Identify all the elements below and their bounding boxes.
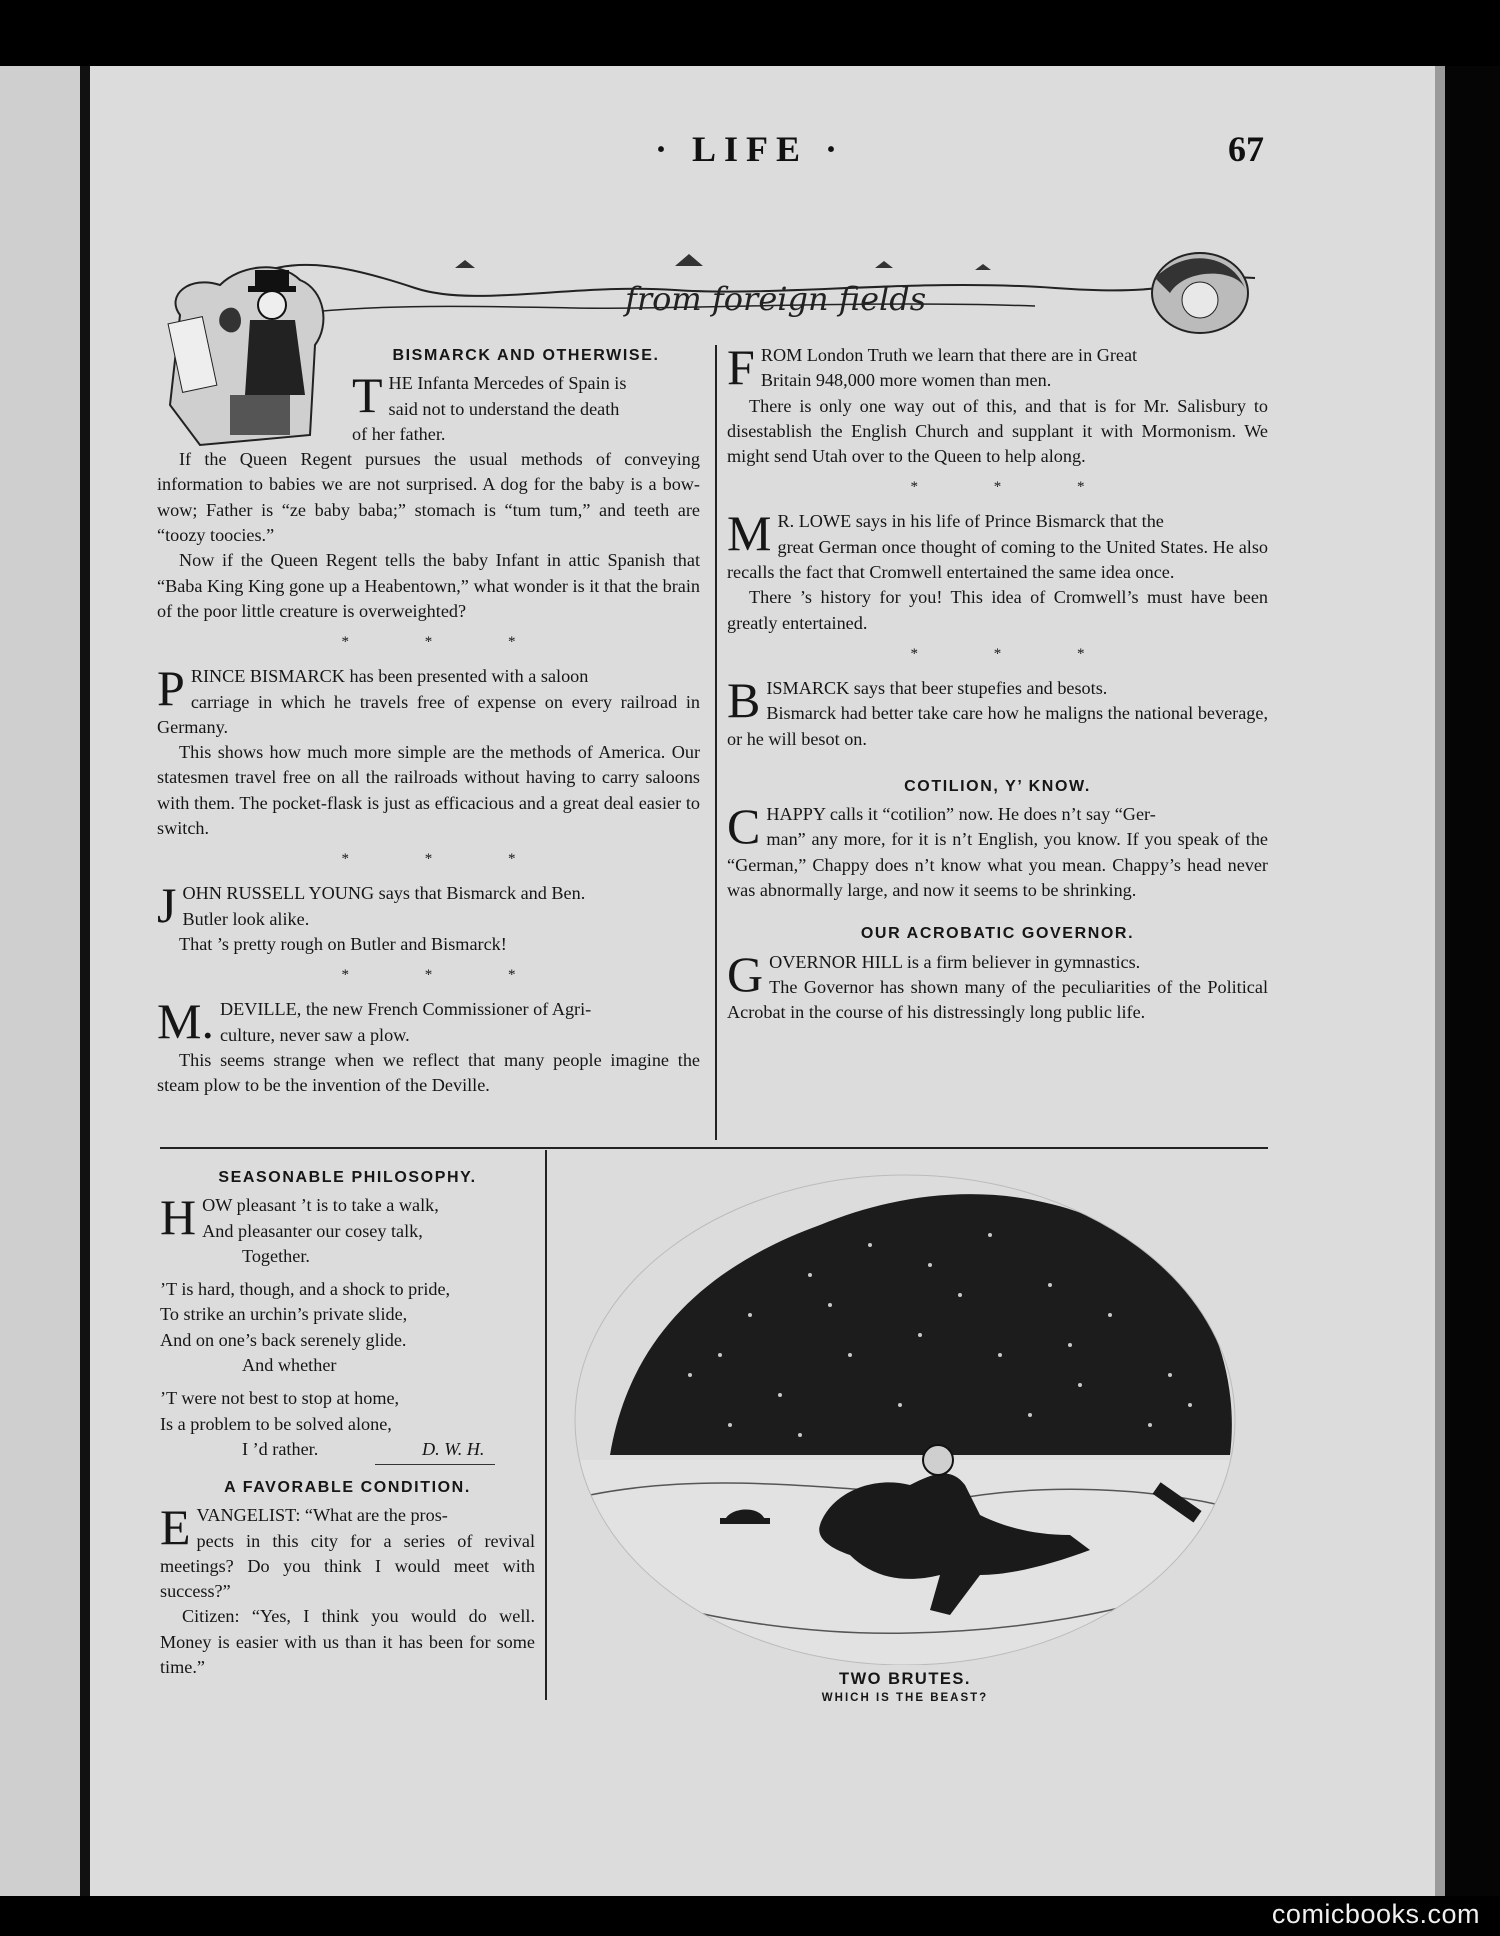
dropcap: H: [160, 1189, 197, 1246]
text-block: great German once thought of coming to the United States. He also recalls the fact that Cromwell entertained the same idea once.: [727, 536, 1268, 583]
poem-line: OW pleasant ’t is to take a walk,: [202, 1195, 439, 1216]
text-block: culture, never saw a plow.: [219, 1024, 410, 1045]
section-separator: * * *: [910, 479, 1121, 496]
poem-final-line: [160, 1437, 535, 1462]
right-section3: [727, 671, 1268, 752]
text-block: carriage in which he travels free of expense on every railroad in Germany.: [157, 691, 700, 737]
text-block: man” any more, for it is n’t English, you know. If you speak of the “German,” Chappy does n’t know what you mean. Chappy’s head never was abnormally large, and now it seems to be shrinking.: [727, 829, 1268, 901]
text-line: RINCE BISMARCK has been presented with a saloon: [190, 666, 589, 687]
column-divider: [715, 345, 717, 1140]
right-column: [727, 339, 1268, 1026]
heading-bismarck-and-otherwise: BISMARCK AND OTHERWISE.: [392, 347, 660, 364]
banner-script-text: from foreign fields: [625, 280, 927, 318]
caption-title: TWO BRUTES.: [839, 1670, 971, 1688]
dropcap: M.: [157, 993, 214, 1050]
left-section4: [157, 993, 700, 1050]
two-brutes-illustration: [570, 1155, 1240, 1665]
favorable-condition-lead: [160, 1499, 535, 1604]
bottom-left-column: [160, 1165, 535, 1680]
horizontal-divider: [160, 1147, 1268, 1149]
poem-line: Together.: [242, 1245, 310, 1266]
poem-line: And on one’s back serenely glide.: [160, 1329, 407, 1350]
dropcap: M: [727, 505, 772, 562]
scan-background: [1445, 66, 1500, 1896]
text-block: pects in this city for a series of revival meetings? Do you think I would meet with success?”: [160, 1530, 535, 1602]
text-block: Bismarck had better take care how he maligns the national beverage, or he will besot on.: [727, 703, 1268, 749]
signature-rule: [375, 1464, 495, 1465]
paragraph: This shows how much more simple are the methods of America. Our statesmen travel free on all the railroads without having to carry saloons with them. The pocket-flask is just as efficacious and a great deal easier to switch.: [157, 742, 700, 839]
illustration-caption: [570, 1670, 1240, 1704]
text-line: OVERNOR HILL is a firm believer in gymnastics.: [769, 951, 1141, 972]
previous-page-edge: [0, 66, 80, 1896]
text-line: R. LOWE says in his life of Prince Bismarck that the: [777, 511, 1164, 532]
heading-seasonable-philosophy: SEASONABLE PHILOSOPHY.: [218, 1169, 477, 1186]
paragraph: That ’s pretty rough on Butler and Bismarck!: [179, 933, 507, 954]
section-separator: * * *: [910, 645, 1121, 662]
right-section2: [727, 505, 1268, 585]
masthead-title: · LIFE ·: [654, 129, 846, 169]
dropcap: F: [727, 339, 755, 395]
text-block: The Governor has shown many of the peculiarities of the Political Acrobat in the course of his distressingly long public life.: [727, 976, 1268, 1023]
text-line: OHN RUSSELL YOUNG says that Bismarck and Ben.: [182, 883, 586, 904]
heading-cotilion: COTILION, Y’ KNOW.: [904, 777, 1091, 795]
section-separator: * * *: [341, 851, 552, 868]
bottom-column-divider: [545, 1150, 547, 1700]
text-line: HAPPY calls it “cotilion” now. He does n’t say “Ger-: [766, 804, 1156, 825]
paragraph: There is only one way out of this, and that is for Mr. Salisbury to disestablish the English Church and supplant it with Mormonism. We might send Utah over to the Queen to help along.: [727, 395, 1268, 467]
poem-line: ’T were not best to stop at home,: [160, 1388, 400, 1409]
page-number: 67: [1228, 129, 1264, 169]
text-block: Butler look alike.: [182, 908, 310, 929]
text-line: VANGELIST: “What are the pros-: [196, 1505, 448, 1526]
right-section1: [727, 339, 1268, 395]
section-separator: * * *: [341, 967, 552, 984]
paragraph: Citizen: “Yes, I think you would do well. Money is easier with us than it has been for some time.”: [160, 1606, 535, 1678]
paragraph: If the Queen Regent pursues the usual methods of conveying information to babies we are not surprised. A dog for the baby is a bow-wow; Father is “ze baby baba;” stomach is “tum tum,” and teeth are “toozy toocies.”: [157, 449, 700, 546]
poem-line: Is a problem to be solved alone,: [160, 1413, 392, 1434]
dropcap: P: [157, 660, 185, 717]
right-section5: [727, 945, 1268, 1026]
poem-lead: [160, 1189, 535, 1246]
left-column: [157, 343, 700, 1098]
caption-subtitle: WHICH IS THE BEAST?: [821, 1692, 989, 1704]
poem: [160, 1189, 535, 1462]
dropcap: C: [727, 798, 761, 855]
poem-line: I ’d rather.: [242, 1438, 319, 1459]
poem-signature: D. W. H.: [422, 1438, 485, 1459]
binding-gutter: [80, 66, 90, 1896]
poem-line: ’T is hard, though, and a shock to pride,: [160, 1279, 451, 1300]
dropcap: J: [157, 877, 177, 934]
page-edge: [1435, 66, 1445, 1896]
dropcap: T: [352, 367, 383, 424]
poem-line: To strike an urchin’s private slide,: [160, 1304, 408, 1325]
text-line: said not to understand the death: [388, 398, 620, 419]
left-section2: [157, 660, 700, 740]
poem-line: And pleasanter our cosey talk,: [202, 1220, 423, 1241]
text-line: of her father.: [352, 423, 446, 444]
text-line: HE Infanta Mercedes of Spain is: [388, 373, 627, 394]
dropcap: G: [727, 945, 764, 1002]
right-section4: [727, 798, 1268, 903]
text-line: DEVILLE, the new French Commissioner of Agri-: [219, 999, 592, 1020]
poem-line: And whether: [242, 1355, 337, 1376]
section-separator: * * *: [341, 634, 552, 651]
watermark-text: comicbooks.com: [1271, 1899, 1480, 1929]
paragraph: This seems strange when we reflect that many people imagine the steam plow to be the invention of the Deville.: [157, 1049, 700, 1096]
left-section3: [157, 877, 700, 934]
paragraph: Now if the Queen Regent tells the baby Infant in attic Spanish that “Baba King King gone up a Heabentown,” what wonder is it that the brain of the poor little creature is overweighted?: [157, 550, 700, 621]
left-section1-top: [157, 343, 700, 447]
left-section1-lead: [352, 367, 700, 424]
dropcap: B: [727, 671, 761, 728]
heading-favorable-condition: A FAVORABLE CONDITION.: [224, 1478, 471, 1496]
text-line: ISMARCK says that beer stupefies and besots.: [766, 677, 1108, 698]
dropcap: E: [160, 1499, 191, 1556]
paragraph: There ’s history for you! This idea of Cromwell’s must have been greatly entertained.: [727, 587, 1268, 633]
heading-acrobatic-governor: OUR ACROBATIC GOVERNOR.: [860, 925, 1135, 943]
text-block: Britain 948,000 more women than men.: [760, 370, 1052, 391]
text-line: ROM London Truth we learn that there are in Great: [760, 345, 1138, 365]
